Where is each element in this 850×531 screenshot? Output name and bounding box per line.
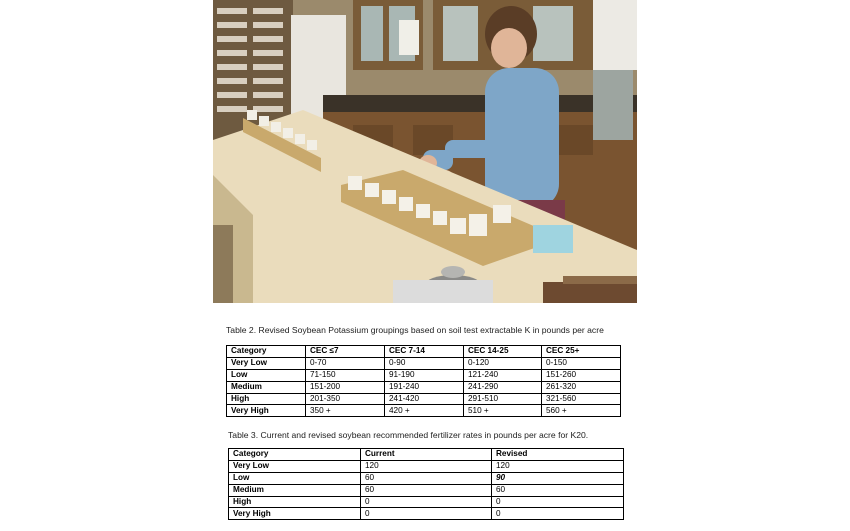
category-cell: Medium bbox=[227, 381, 306, 393]
value-cell: 0 bbox=[492, 508, 624, 520]
value-cell: 261-320 bbox=[542, 381, 621, 393]
category-cell: Very Low bbox=[229, 460, 361, 472]
value-cell: 60 bbox=[492, 484, 624, 496]
table-row bbox=[229, 484, 624, 496]
value-cell: 151-200 bbox=[306, 381, 385, 393]
value-cell: 0 bbox=[361, 496, 492, 508]
value-cell: 291-510 bbox=[464, 393, 542, 405]
value-cell: 71-150 bbox=[306, 369, 385, 381]
header-cec-le-7: CEC ≤7 bbox=[306, 346, 385, 358]
value-cell: 90 bbox=[492, 472, 624, 484]
value-cell: 0-70 bbox=[306, 357, 385, 369]
fertilizer-rates-table bbox=[228, 448, 624, 520]
table-row bbox=[227, 381, 621, 393]
category-cell: High bbox=[227, 393, 306, 405]
value-cell: 120 bbox=[492, 460, 624, 472]
header-category: Category bbox=[229, 449, 361, 461]
value-cell: 0 bbox=[361, 508, 492, 520]
lab-photo-image bbox=[213, 0, 637, 303]
category-cell: Very High bbox=[229, 508, 361, 520]
table-row bbox=[229, 496, 624, 508]
header-current: Current bbox=[361, 449, 492, 461]
lab-photo bbox=[213, 0, 637, 303]
potassium-groupings-table bbox=[226, 345, 621, 417]
table-row bbox=[229, 472, 624, 484]
value-cell: 191-240 bbox=[385, 381, 464, 393]
category-cell: Medium bbox=[229, 484, 361, 496]
value-cell: 60 bbox=[361, 472, 492, 484]
value-cell: 510 + bbox=[464, 405, 542, 417]
category-cell: Very High bbox=[227, 405, 306, 417]
category-cell: Very Low bbox=[227, 357, 306, 369]
category-cell: High bbox=[229, 496, 361, 508]
header-revised: Revised bbox=[492, 449, 624, 461]
table-header-row bbox=[229, 449, 624, 461]
category-cell: Low bbox=[229, 472, 361, 484]
category-cell: Low bbox=[227, 369, 306, 381]
value-cell: 91-190 bbox=[385, 369, 464, 381]
header-category: Category bbox=[227, 346, 306, 358]
value-cell: 151-260 bbox=[542, 369, 621, 381]
table-row bbox=[227, 393, 621, 405]
header-cec-7-14: CEC 7-14 bbox=[385, 346, 464, 358]
table-header-row bbox=[227, 346, 621, 358]
value-cell: 0-150 bbox=[542, 357, 621, 369]
value-cell: 241-290 bbox=[464, 381, 542, 393]
value-cell: 0-90 bbox=[385, 357, 464, 369]
table-row bbox=[227, 357, 621, 369]
value-cell: 0 bbox=[492, 496, 624, 508]
header-cec-14-25: CEC 14-25 bbox=[464, 346, 542, 358]
value-cell: 120 bbox=[361, 460, 492, 472]
value-cell: 0-120 bbox=[464, 357, 542, 369]
value-cell: 420 + bbox=[385, 405, 464, 417]
value-cell: 60 bbox=[361, 484, 492, 496]
header-cec-25-plus: CEC 25+ bbox=[542, 346, 621, 358]
value-cell: 121-240 bbox=[464, 369, 542, 381]
value-cell: 321-560 bbox=[542, 393, 621, 405]
table-row bbox=[227, 369, 621, 381]
table-row bbox=[229, 508, 624, 520]
table-row bbox=[229, 460, 624, 472]
table-3-caption: Table 3. Current and revised soybean recommended fertilizer rates in pounds per acre for K20. bbox=[228, 430, 589, 440]
table-2-caption: Table 2. Revised Soybean Potassium groupings based on soil test extractable K in pounds per acre bbox=[226, 325, 604, 335]
value-cell: 241-420 bbox=[385, 393, 464, 405]
table-row bbox=[227, 405, 621, 417]
value-cell: 201-350 bbox=[306, 393, 385, 405]
value-cell: 350 + bbox=[306, 405, 385, 417]
value-cell: 560 + bbox=[542, 405, 621, 417]
